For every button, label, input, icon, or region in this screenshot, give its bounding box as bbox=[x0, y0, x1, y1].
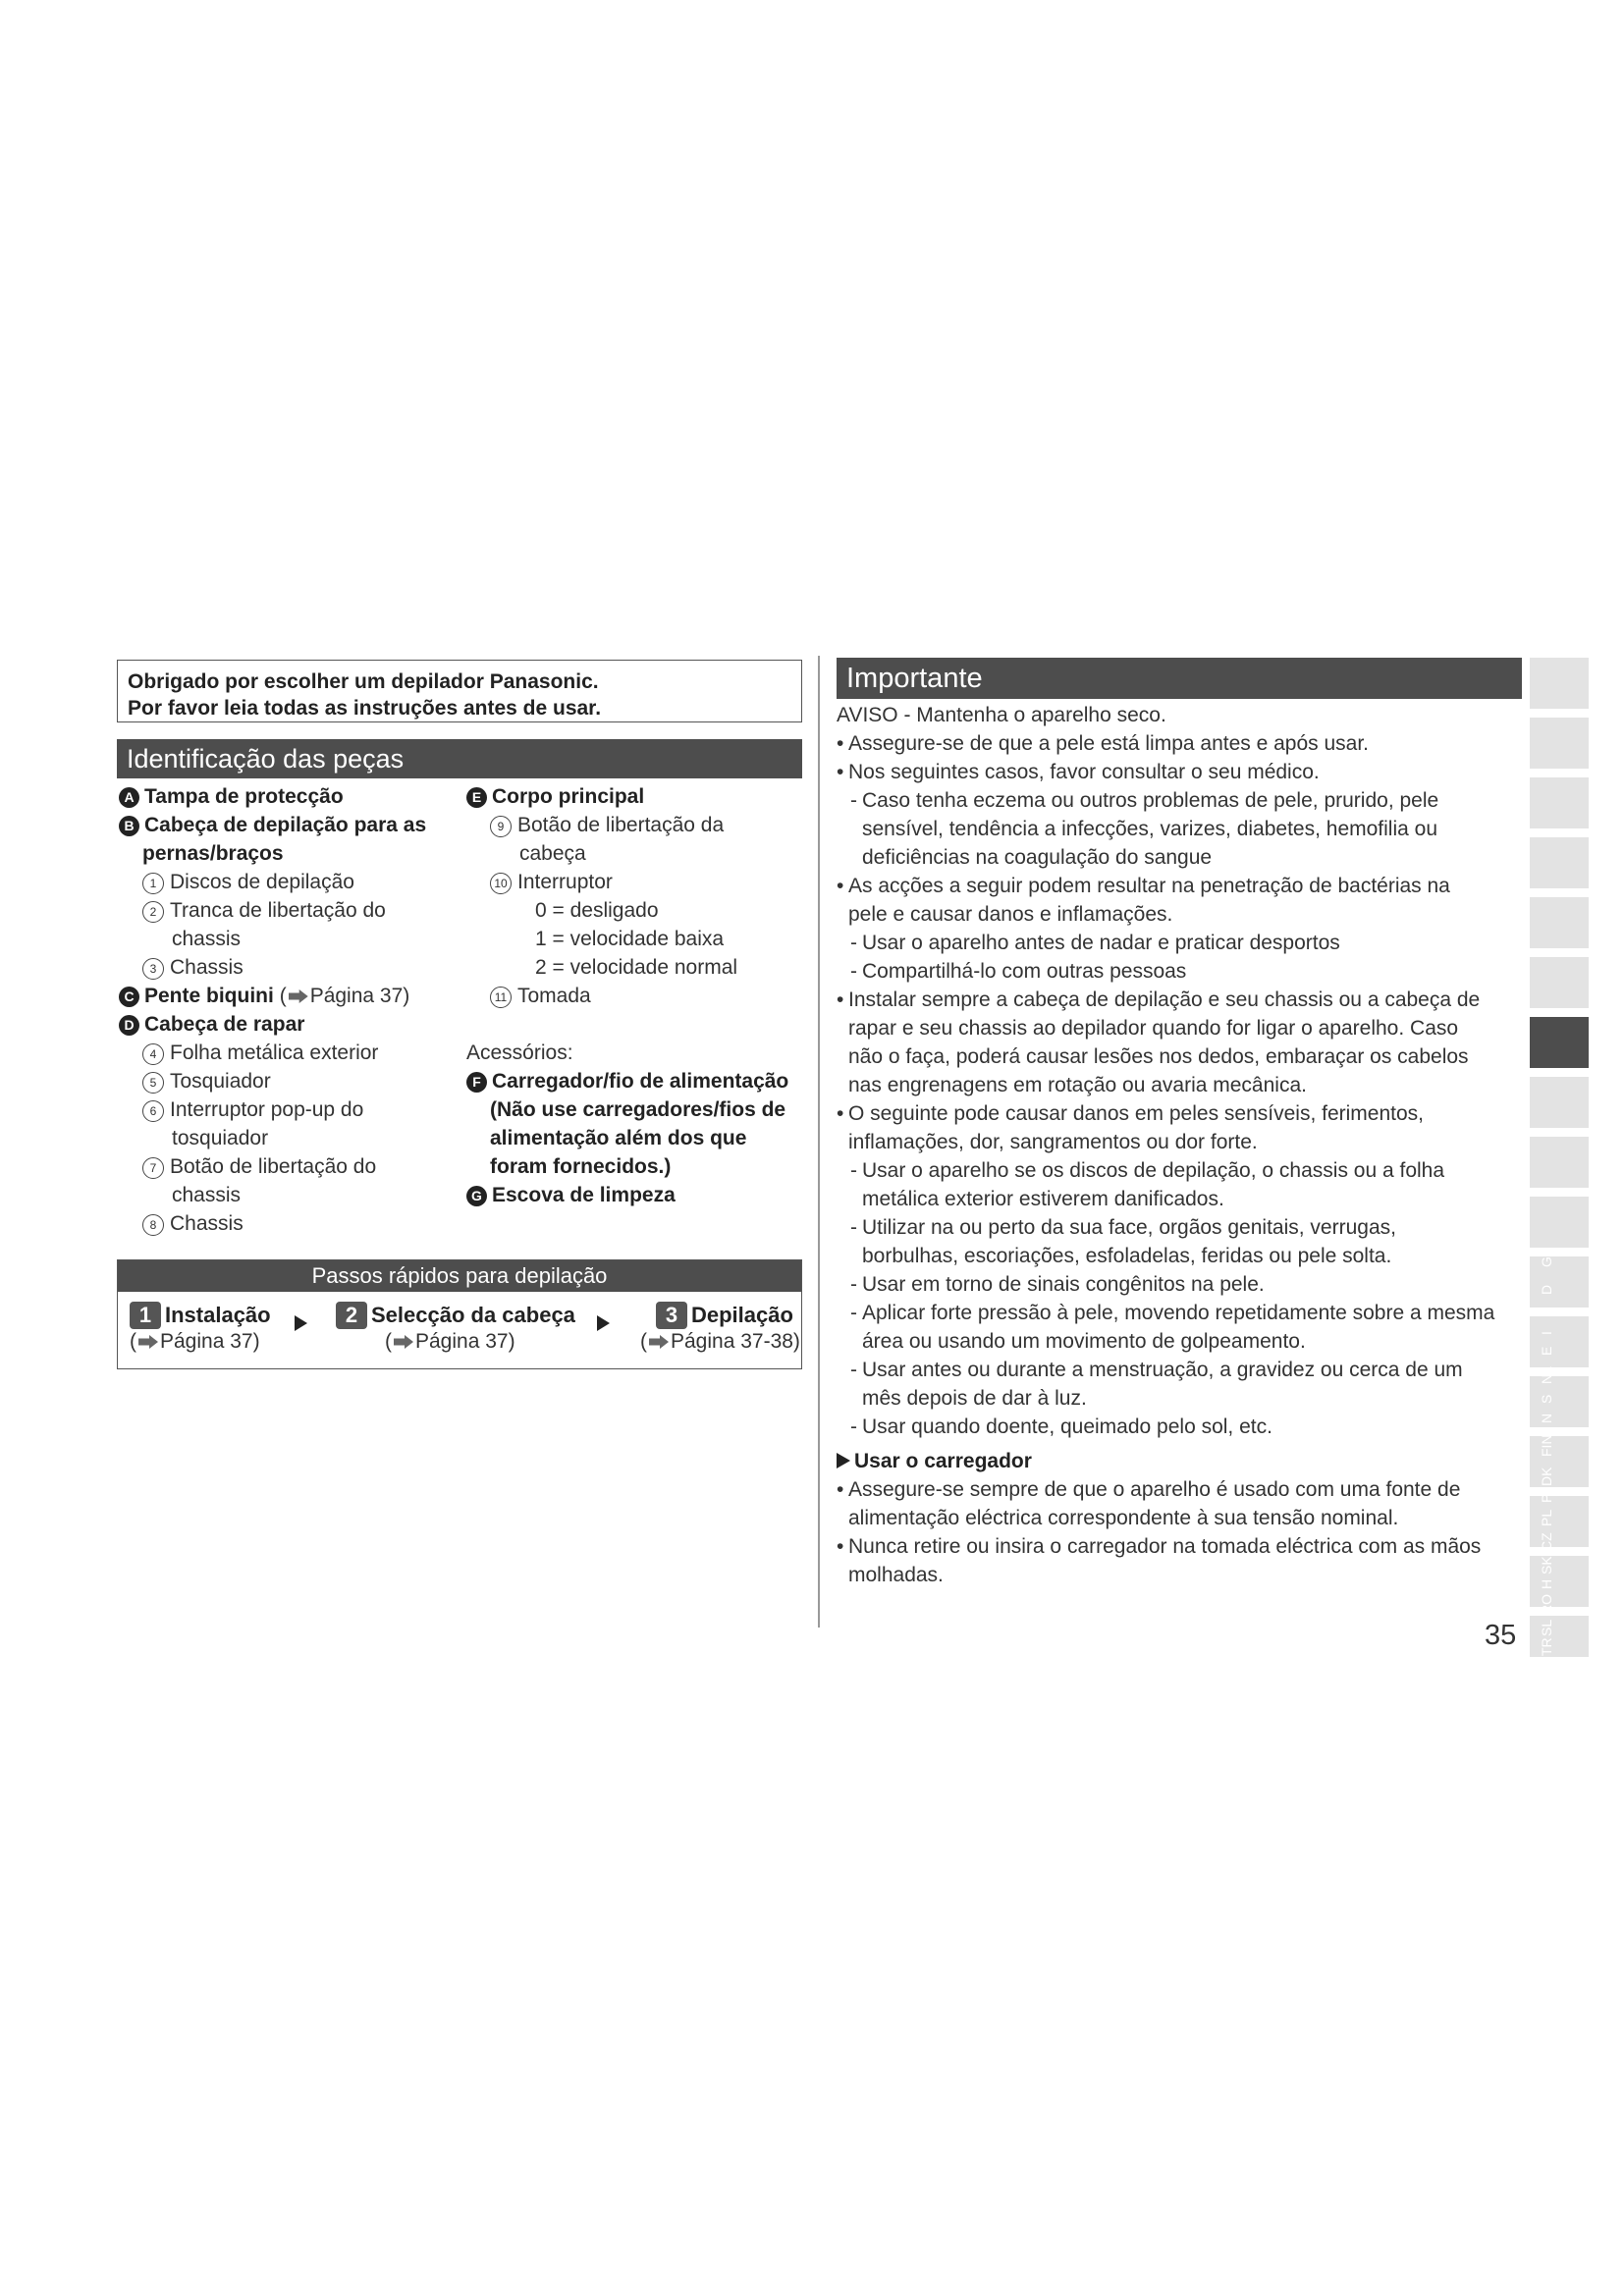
part-f-l2: (Não use carregadores/fios de bbox=[490, 1098, 786, 1121]
lang-tab bbox=[1530, 658, 1589, 709]
page-arrow-icon bbox=[289, 989, 308, 1003]
intro-read-instructions: Por favor leia todas as instruções antes de usar. bbox=[128, 697, 602, 720]
lang-label-fin: FIN bbox=[1539, 1434, 1554, 1458]
step-2: 2 Selecção da cabeça ( Página 37) bbox=[336, 1302, 575, 1356]
lang-tab bbox=[1530, 777, 1589, 828]
page-arrow-icon bbox=[138, 1335, 158, 1349]
switch-off: 0 = desligado bbox=[535, 899, 659, 922]
part-e9-cont: cabeça bbox=[519, 842, 586, 865]
step-1-number: 1 bbox=[130, 1302, 161, 1329]
next-arrow-icon bbox=[597, 1315, 610, 1331]
triangle-icon bbox=[837, 1453, 850, 1468]
number-7-icon: 7 bbox=[142, 1157, 164, 1179]
lang-label-p: P bbox=[1539, 1493, 1554, 1503]
switch-low: 1 = velocidade baixa bbox=[535, 928, 725, 950]
lang-label-n: N bbox=[1539, 1413, 1554, 1424]
number-1-icon: 1 bbox=[142, 873, 164, 894]
parts-list-right bbox=[466, 782, 810, 1209]
part-d4: 4 Folha metálica exterior bbox=[119, 1039, 453, 1067]
dash-item: - Usar o aparelho antes de nadar e praticar desportos bbox=[850, 932, 1340, 954]
part-e9: 9 Botão de libertação da bbox=[466, 811, 810, 839]
lang-label-f: F bbox=[1539, 1308, 1554, 1318]
lang-tab bbox=[1530, 1077, 1589, 1128]
page-number: 35 bbox=[1485, 1620, 1517, 1651]
lang-label-e: E bbox=[1539, 1346, 1554, 1356]
number-4-icon: 4 bbox=[142, 1043, 164, 1065]
intro-box bbox=[117, 660, 802, 722]
switch-normal: 2 = velocidade normal bbox=[535, 956, 738, 979]
badge-f-icon: F bbox=[466, 1072, 487, 1093]
bullet-item: • As acções a seguir podem resultar na penetração de bactérias na pele e causar danos e inflamações. bbox=[837, 875, 1450, 926]
lang-label-d: D bbox=[1539, 1284, 1554, 1296]
part-c: C Pente biquini ( Página 37) bbox=[119, 982, 453, 1010]
lang-tab bbox=[1530, 718, 1589, 769]
part-e10: 10 Interruptor bbox=[466, 868, 810, 896]
lang-label-sk: SK bbox=[1539, 1556, 1554, 1575]
accessories-label: Acessórios: bbox=[466, 1041, 573, 1064]
number-3-icon: 3 bbox=[142, 958, 164, 980]
important-content bbox=[837, 701, 1529, 1589]
badge-d-icon: D bbox=[119, 1015, 139, 1036]
page-arrow-icon bbox=[394, 1335, 413, 1349]
lang-tab bbox=[1530, 897, 1589, 948]
badge-c-icon: C bbox=[119, 987, 139, 1007]
number-8-icon: 8 bbox=[142, 1214, 164, 1236]
next-arrow-icon bbox=[295, 1315, 307, 1331]
lang-label-ro: RO bbox=[1539, 1594, 1554, 1616]
lang-label-sl: SL bbox=[1539, 1619, 1554, 1636]
part-f: F Carregador/fio de alimentação bbox=[466, 1067, 810, 1095]
number-10-icon: 10 bbox=[490, 873, 512, 894]
lang-label-i: I bbox=[1539, 1331, 1554, 1335]
badge-a-icon: A bbox=[119, 787, 139, 808]
dash-item: - Aplicar forte pressão à pele, movendo repetidamente sobre a mesma área ou usando um movimento de golpeamento. bbox=[850, 1302, 1495, 1353]
warning-text: AVISO - Mantenha o aparelho seco. bbox=[837, 704, 1166, 726]
bullet-item: • Nunca retire ou insira o carregador na tomada eléctrica com as mãos molhadas. bbox=[837, 1535, 1482, 1586]
lang-label-tr: TR bbox=[1539, 1637, 1554, 1657]
parts-list-left bbox=[119, 782, 453, 1238]
lang-tab bbox=[1530, 957, 1589, 1008]
part-b1: 1 Discos de depilação bbox=[119, 868, 453, 896]
part-f-l3: alimentação além dos que bbox=[490, 1127, 747, 1149]
quick-steps-box bbox=[117, 1259, 802, 1369]
badge-b-icon: B bbox=[119, 816, 139, 836]
page-arrow-icon bbox=[649, 1335, 669, 1349]
lang-label-h: H bbox=[1539, 1578, 1554, 1590]
part-b: B Cabeça de depilação para as bbox=[119, 811, 453, 839]
dash-item: - Usar quando doente, queimado pelo sol, etc. bbox=[850, 1415, 1272, 1438]
number-11-icon: 11 bbox=[490, 987, 512, 1008]
part-d8: 8 Chassis bbox=[119, 1209, 453, 1238]
dash-item: - Compartilhá-lo com outras pessoas bbox=[850, 960, 1187, 983]
badge-g-icon: G bbox=[466, 1186, 487, 1206]
part-g: G Escova de limpeza bbox=[466, 1181, 810, 1209]
lang-tab-active bbox=[1530, 1017, 1589, 1068]
identification-header: Identificação das peças bbox=[117, 739, 802, 778]
dash-item: - Utilizar na ou perto da sua face, orgãos genitais, verrugas, borbulhas, escoriações, esfoladelas, feridas ou pele solta. bbox=[850, 1216, 1396, 1267]
lang-tab bbox=[1530, 1137, 1589, 1188]
charger-heading: Usar o carregador bbox=[837, 1447, 1529, 1475]
step-3-number: 3 bbox=[656, 1302, 687, 1329]
intro-thanks: Obrigado por escolher um depilador Panasonic. bbox=[128, 670, 599, 693]
part-e: E Corpo principal bbox=[466, 782, 810, 811]
part-d: D Cabeça de rapar bbox=[119, 1010, 453, 1039]
bullet-item: • Assegure-se de que a pele está limpa antes e após usar. bbox=[837, 732, 1370, 755]
dash-item: - Caso tenha eczema ou outros problemas de pele, prurido, pele sensível, tendência a infecções, varizes, diabetes, hemofilia ou deficiências na coagulação do sangue bbox=[850, 789, 1439, 869]
lang-label-dk: DK bbox=[1539, 1467, 1554, 1486]
important-header: Importante bbox=[837, 658, 1522, 699]
part-d7-cont: chassis bbox=[172, 1184, 242, 1206]
number-6-icon: 6 bbox=[142, 1100, 164, 1122]
step-1: 1 Instalação ( Página 37) bbox=[130, 1303, 271, 1353]
quick-steps-header: Passos rápidos para depilação bbox=[118, 1260, 801, 1292]
part-d6-cont: tosquiador bbox=[172, 1127, 269, 1149]
part-d5: 5 Tosquiador bbox=[119, 1067, 453, 1095]
step-2-number: 2 bbox=[336, 1302, 367, 1329]
lang-label-pl: PL bbox=[1539, 1509, 1554, 1526]
part-d7: 7 Botão de libertação do bbox=[119, 1152, 453, 1181]
lang-tab bbox=[1530, 837, 1589, 888]
dash-item: - Usar antes ou durante a menstruação, a gravidez ou cerca de um mês depois de dar à luz. bbox=[850, 1359, 1463, 1410]
badge-e-icon: E bbox=[466, 787, 487, 808]
column-divider bbox=[818, 656, 820, 1628]
bullet-item: • Assegure-se sempre de que o aparelho é usado com uma fonte de alimentação eléctrica correspondente à sua tensão nominal. bbox=[837, 1478, 1461, 1529]
number-2-icon: 2 bbox=[142, 901, 164, 923]
lang-label-s: S bbox=[1539, 1394, 1554, 1404]
part-e11: 11 Tomada bbox=[466, 982, 810, 1010]
part-b3: 3 Chassis bbox=[119, 953, 453, 982]
bullet-item: • O seguinte pode causar danos em peles sensíveis, ferimentos, inflamações, dor, sangramentos ou dor forte. bbox=[837, 1102, 1424, 1153]
step-3: 3 Depilação ( Página 37-38) bbox=[640, 1303, 800, 1353]
number-5-icon: 5 bbox=[142, 1072, 164, 1094]
part-b-cont: pernas/braços bbox=[142, 842, 284, 865]
lang-label-cz: CZ bbox=[1539, 1532, 1554, 1552]
part-b2: 2 Tranca de libertação do bbox=[119, 896, 453, 925]
dash-item: - Usar em torno de sinais congênitos na pele. bbox=[850, 1273, 1265, 1296]
bullet-item: • Instalar sempre a cabeça de depilação e seu chassis ou a cabeça de rapar e seu chassis ao depilador quando for ligar o aparelho. Caso não o faça, poderá causar lesões nos dedos, embaraçar os cabelos nas engrenagens em rotação ou avaria mecânica. bbox=[837, 988, 1481, 1096]
lang-label-nl: NL bbox=[1539, 1366, 1554, 1384]
lang-label-gb: GB bbox=[1539, 1247, 1554, 1268]
part-b2-cont: chassis bbox=[172, 928, 242, 950]
bullet-item: • Nos seguintes casos, favor consultar o seu médico. bbox=[837, 761, 1320, 783]
dash-item: - Usar o aparelho se os discos de depilação, o chassis ou a folha metálica exterior estiverem danificados. bbox=[850, 1159, 1445, 1210]
number-9-icon: 9 bbox=[490, 816, 512, 837]
part-f-l4: foram fornecidos.) bbox=[490, 1155, 672, 1178]
part-d6: 6 Interruptor pop-up do bbox=[119, 1095, 453, 1124]
part-a: A Tampa de protecção bbox=[119, 782, 453, 811]
